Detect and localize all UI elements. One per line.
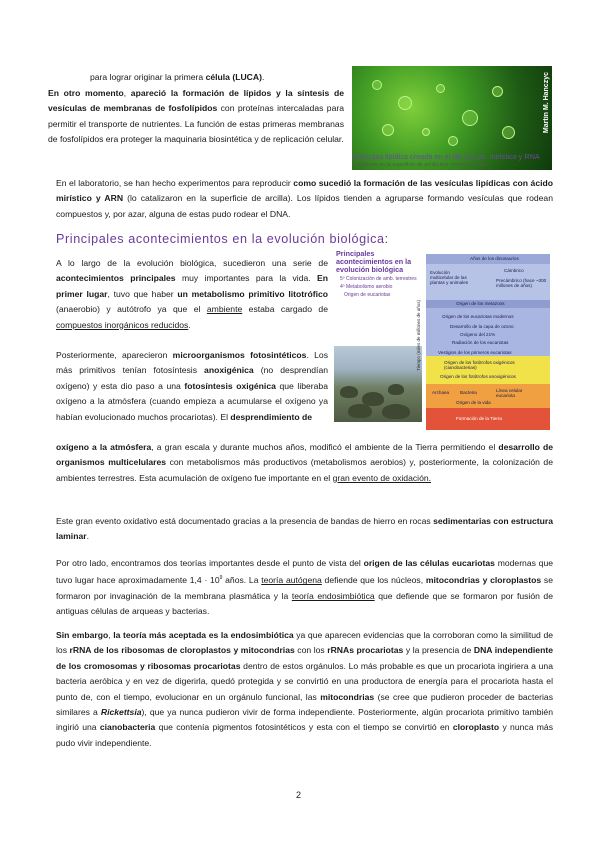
rock-shape: [382, 404, 410, 419]
timeline-band: [426, 308, 550, 356]
timeline-label: Radiación de los eucariotas: [452, 340, 509, 345]
timeline-band: [426, 408, 550, 430]
timeline-label: Años de los dinosaurios: [470, 256, 519, 261]
paragraph-endosymbiotic: Sin embargo, la teoría más aceptada es la endosimbiótica ya que aparecen evidencias que la corroboran como la similitud de los rRNA de los ribosomas de cloroplastos y mitocondrias con los rRNAs procariotas y la presencia de DNA independiente de los cromosomas y ribosomas procariotas dentro de estos orgánulos. Lo más probable es que un procariota ingiriera a una bacteria aeróbica y en vez de digerirla, quedó protegida y se convirtió en una productora de energía para el procariota hasta el punto de, con el tiempo, evolucionar en un orgánulo funcional, las mitocondrias (se cree que pudieron proceder de bacterias similares a Rickettsia), que ya nunca pudieron vivir de forma independiente. Posteriormente, algún procariota primitivo también ingirió una cianobacteria que contenía pigmentos fotosintéticos y esta con el tiempo se convirtió en cloroplasto y nunca más pudo vivir independiente.: [56, 630, 554, 748]
intro-fragment: para lograr originar la primera célula (LUCA).: [90, 72, 265, 82]
rock-shape: [348, 404, 372, 418]
geologic-timeline: [426, 254, 550, 430]
timeline-band: [426, 300, 550, 308]
timeline-label: Origen de los fotótrofos oxigénicos (cianobacterias): [444, 360, 515, 370]
vesicle-shape: [492, 86, 503, 97]
vesicle-shape: [448, 136, 458, 146]
timeline-band: [426, 254, 550, 264]
section-heading: Principales acontecimientos en la evolución biológica:: [56, 232, 389, 246]
figure-subcaption: Catalizada en la superficie de arcilla tipo montmorillonita: [352, 162, 487, 168]
rock-shape: [340, 386, 358, 398]
rock-shape: [388, 384, 404, 395]
paragraph-evolution-intro: A lo largo de la evolución biológica, sucedieron una serie de acontecimientos principales muy importantes para la vida. En primer lugar, tuvo que haber un metabolismo primitivo litotrófico (anaerobio) y autótrofo ya que el ambiente estaba cargado de compuestos inorgánicos reducidos.: [56, 258, 329, 330]
timeline-label: Origen de los fotótrofos anoxigénicos: [440, 374, 516, 379]
vesicle-shape: [422, 128, 430, 136]
timeline-axis-label: Tiempo (miles de millones de años): [416, 300, 421, 371]
timeline-label: Origen de la vida: [456, 400, 491, 405]
figure-credit: Martin M. Hanczyc: [543, 72, 550, 134]
timeline-band: [426, 264, 550, 300]
page-number: 2: [296, 790, 302, 800]
timeline-label: Evolución multicelular de las plantas y animales: [430, 270, 469, 285]
figure-caption: Vesículas lipídica creada en el lab con ac. mirístico y RNA: [352, 152, 540, 161]
timeline-label: Desarrollo de la capa de ozono: [450, 324, 514, 329]
timeline-band: [426, 356, 550, 384]
paragraph-oxygen-release: oxígeno a la atmósfera, a gran escala y durante muchos años, modificó el ambiente de la Tierra permitiendo el desarrollo de organismos multicelulares con metabolismos más productivos (metabolismos aerobios) y, posteriormente, la colonización de ambientes terrestres. Esta acumulación de oxígeno fue importante en el gran evento de oxidación.: [56, 442, 553, 483]
paragraph-laboratory: En el laboratorio, se han hecho experimentos para reproducir como sucedió la formación de las vesículas lipídicas con ácido mirístico y ARN (lo catalizaron en la superficie de arcilla). Los lípidos tienden a agruparse formando vesículas que rodean compuestos y, por azar, alguna de estas pudo rodear el DNA.: [56, 178, 553, 219]
vesicle-shape: [436, 84, 445, 93]
timeline-label: Formación de la Tierra: [456, 416, 502, 421]
timeline-label: Oxígeno del 21%: [460, 332, 496, 337]
paragraph-eukaryote-origin: Por otro lado, encontramos dos teorías importantes desde el punto de vista del origen de las células eucariotas modernas que tuvo lugar hace aproximadamente $1,4 \cdot 10^9$ años. La teoría autógena defiende que los núcleos, mitocondrias y cloroplastos se formaron por invaginación de la membrana plasmática y la teoría endosimbiótica que defiende que se formaron por fusión de antiguas células de arqueas y bacterias.: [56, 558, 554, 617]
paragraph-lipid-formation: En otro momento, apareció la formación de lípidos y la síntesis de vesículas de membranas de fosfolípidos con proteínas intercaladas para permitir el transporte de nutrientes. La función de estas primeras membranas de fosfolípidos era proteger la maquinaria biosintética y de replicación celular.: [48, 88, 344, 145]
event-label: Origen de eucariotas: [344, 292, 391, 298]
timeline-label: Origen de los eucariotas modernos: [442, 314, 514, 319]
stromatolites-photo: [334, 346, 422, 422]
timeline-label: Vestigios de los primeros eucariotas: [438, 350, 512, 355]
paragraph-microorganisms: Posteriormente, aparecieron microorganismos fotosintéticos. Los más primitivos tenían fotosíntesis anoxigénica (no desprendían oxígeno) y esta dio paso a una fotosíntesis oxigénica que liberaba oxígeno a la atmósfera (cuando empieza a acumularse el oxígeno ya habían evolucionado muchos procariotas). El desprendimiento de: [56, 350, 328, 422]
figure-title: Principales acontecimientos en la evolución biológica: [336, 249, 412, 274]
timeline-label: Origen de los metazoos: [456, 301, 505, 306]
vesicle-shape: [502, 126, 515, 139]
timeline-label: Cámbrico: [504, 268, 524, 273]
timeline-band: [426, 384, 550, 408]
vesicle-shape: [382, 124, 394, 136]
timeline-label: Línea celular eucariota: [496, 388, 523, 398]
paragraph-iron-bands: Este gran evento oxidativo está documentado gracias a la presencia de bandas de hierro en rocas sedimentarias con estructura laminar.: [56, 516, 553, 542]
timeline-label: Precámbrico (hace ~300 millones de años): [496, 278, 547, 288]
event-label: 4º Metabolismo aerobio: [340, 284, 393, 290]
vesicle-shape: [372, 80, 382, 90]
timeline-label: Archaea: [432, 390, 450, 395]
vesicle-shape: [462, 110, 478, 126]
event-label: 5º Colonización de amb. terrestres: [340, 276, 417, 282]
vesicle-shape: [398, 96, 412, 110]
timeline-label: Bacteria: [460, 390, 477, 395]
